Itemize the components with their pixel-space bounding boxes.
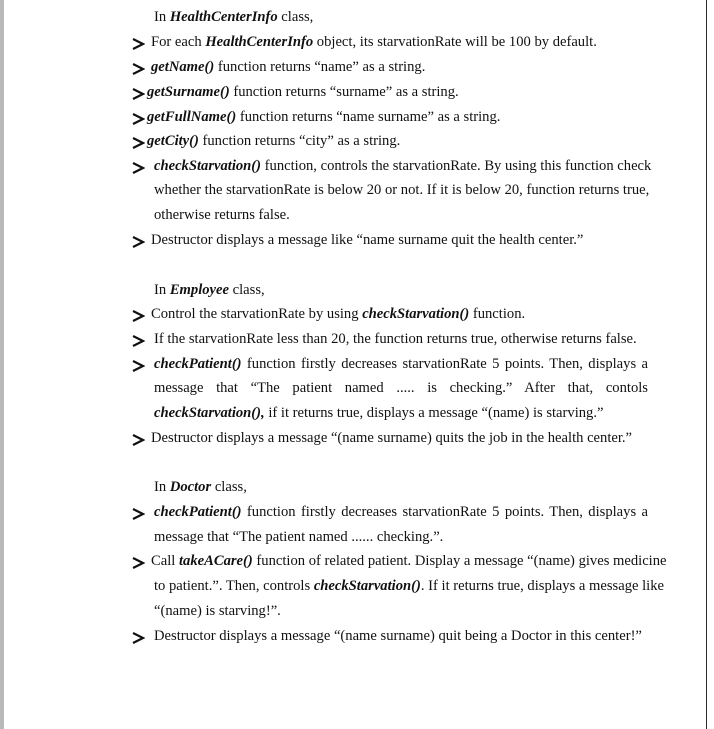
list-item: checkStarvation() function, controls the starvationRate. By using this function check bbox=[154, 158, 652, 174]
function-name: getName() bbox=[151, 59, 215, 75]
list-item: For each HealthCenterInfo object, its starvationRate will be 100 by default. bbox=[151, 34, 597, 50]
heading-text: class, bbox=[228, 282, 265, 298]
bullet-arrow-icon bbox=[132, 557, 145, 569]
heading-text: In bbox=[154, 9, 170, 25]
list-item-continuation: checkStarvation(), if it returns true, displays a message “(name) is starving.” bbox=[154, 405, 604, 421]
list-item: Destructor displays a message “(name surname) quits the job in the health center.” bbox=[151, 430, 633, 446]
function-name: checkPatient() bbox=[154, 504, 242, 520]
list-item: checkPatient() function firstly decreases starvationRate 5 points. Then, displays a bbox=[154, 356, 648, 372]
bullet-arrow-icon bbox=[132, 632, 145, 644]
heading-text: class, bbox=[211, 479, 247, 495]
list-item-continuation: otherwise returns false. bbox=[154, 207, 290, 223]
class-name: HealthCenterInfo bbox=[169, 9, 278, 25]
heading-text: In bbox=[154, 479, 170, 495]
list-item: getFullName() function returns “name surname” as a string. bbox=[147, 109, 501, 125]
bullet-arrow-icon bbox=[132, 508, 145, 520]
function-name: checkStarvation() bbox=[154, 158, 262, 174]
bullet-arrow-icon bbox=[132, 63, 145, 75]
bullet-arrow-icon bbox=[132, 335, 145, 347]
heading-text: In bbox=[154, 282, 170, 298]
list-item: Destructor displays a message “(name surname) quit being a Doctor in this center!” bbox=[154, 628, 642, 644]
list-item-continuation: message that “The patient named ..... is checking.” After that, contols bbox=[154, 380, 648, 396]
bullet-arrow-icon bbox=[132, 113, 145, 125]
function-name: checkStarvation() bbox=[313, 578, 421, 594]
bullet-arrow-icon bbox=[132, 162, 145, 174]
bullet-arrow-icon bbox=[132, 137, 145, 149]
bullet-arrow-icon bbox=[132, 38, 145, 50]
list-item-continuation: whether the starvationRate is below 20 or not. If it is below 20, function returns true, bbox=[154, 182, 650, 198]
list-item: Control the starvationRate by using checkStarvation() function. bbox=[151, 306, 526, 322]
section-heading-healthcenterinfo bbox=[154, 9, 313, 26]
left-page-border bbox=[0, 0, 4, 729]
bullet-arrow-icon bbox=[132, 310, 145, 322]
list-item: Call takeACare() function of related patient. Display a message “(name) gives medicine bbox=[151, 553, 667, 569]
list-item-continuation: “(name) is starving!”. bbox=[154, 603, 281, 619]
section-heading-employee bbox=[154, 282, 265, 299]
function-name: checkStarvation() bbox=[362, 306, 470, 322]
class-name: HealthCenterInfo bbox=[205, 34, 314, 50]
list-item: checkPatient() function firstly decreases starvationRate 5 points. Then, displays a bbox=[154, 504, 648, 520]
function-name: getFullName() bbox=[147, 109, 237, 125]
bullet-arrow-icon bbox=[132, 434, 145, 446]
section-heading-doctor bbox=[154, 479, 247, 496]
bullet-arrow-icon bbox=[132, 360, 145, 372]
list-item-continuation: message that “The patient named ...... checking.”. bbox=[154, 529, 444, 545]
heading-text: class, bbox=[277, 9, 314, 25]
list-item-continuation: to patient.”. Then, controls checkStarvation(). If it returns true, displays a message like bbox=[154, 578, 665, 594]
class-name: Employee bbox=[169, 282, 229, 298]
list-item: getSurname() function returns “surname” as a string. bbox=[147, 84, 459, 100]
list-item: If the starvationRate less than 20, the function returns true, otherwise returns false. bbox=[154, 331, 637, 347]
function-name: takeACare() bbox=[178, 553, 253, 569]
function-name: getCity() bbox=[147, 133, 199, 149]
bullet-arrow-icon bbox=[132, 236, 145, 248]
list-item: getName() function returns “name” as a string. bbox=[151, 59, 426, 75]
list-item: Destructor displays a message like “name surname quit the health center.” bbox=[151, 232, 584, 248]
bullet-arrow-icon bbox=[132, 88, 145, 100]
function-name: getSurname() bbox=[147, 84, 230, 100]
function-name: checkPatient() bbox=[154, 356, 242, 372]
list-item: getCity() function returns “city” as a string. bbox=[147, 133, 401, 149]
right-page-border bbox=[706, 0, 707, 729]
class-name: Doctor bbox=[169, 479, 212, 495]
function-name: checkStarvation(), bbox=[154, 405, 265, 421]
